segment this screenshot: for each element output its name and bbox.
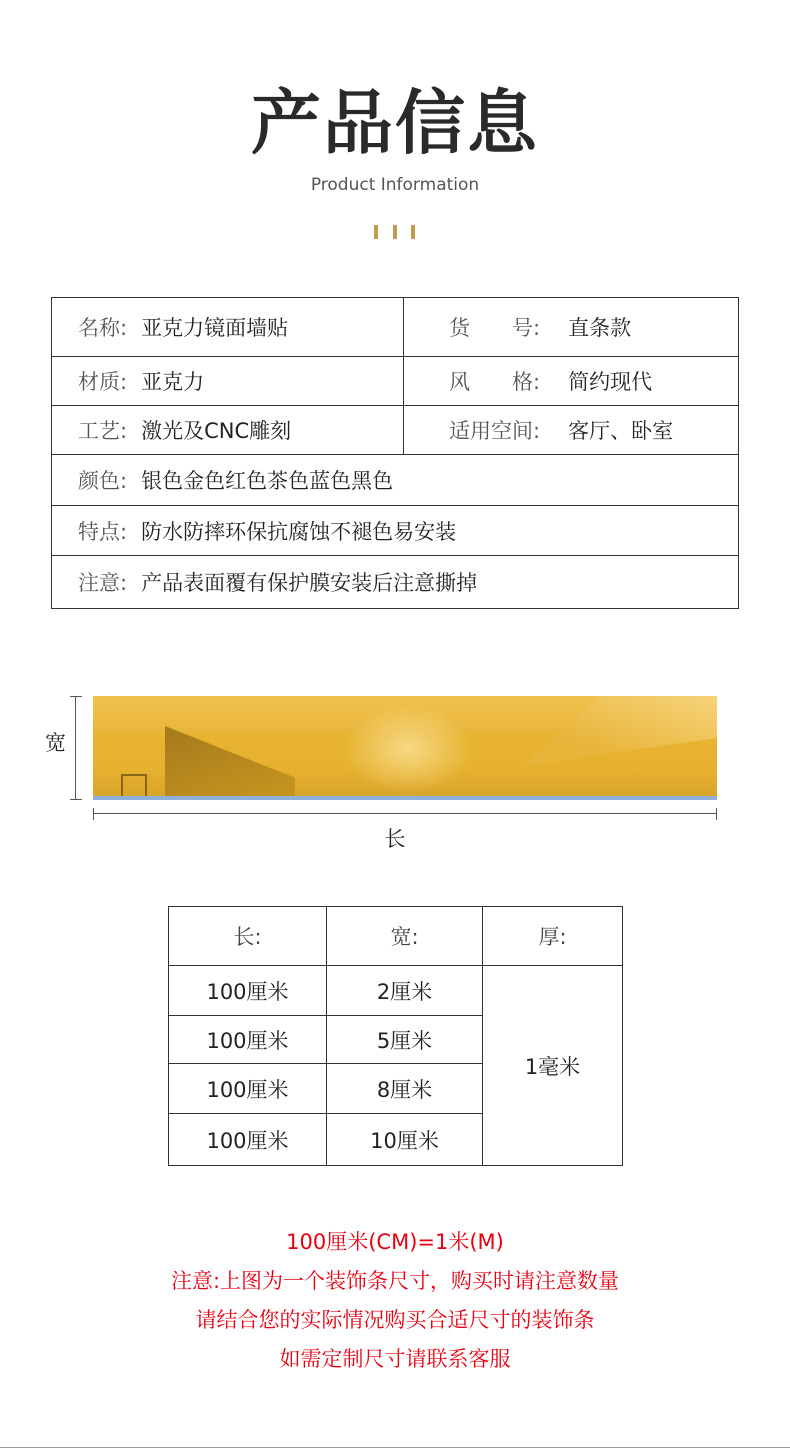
name-label: 名称: (78, 316, 128, 340)
width-cell: 2厘米 (376, 979, 433, 1004)
material-label: 材质: (78, 370, 128, 394)
item-no-value: 直条款 (568, 316, 632, 340)
decorative-marks (374, 225, 418, 239)
custom-size-note: 如需定制尺寸请联系客服 (279, 1347, 511, 1371)
width-cell: 10厘米 (370, 1128, 439, 1153)
bottom-divider (0, 1447, 790, 1448)
thickness-header: 厚: (538, 925, 567, 949)
width-header: 宽: (390, 925, 419, 949)
info-row (52, 506, 738, 556)
length-dimension-line (93, 808, 717, 820)
unit-conversion-note: 100厘米(CM)=1米(M) (286, 1230, 504, 1254)
material-value: 亚克力 (141, 370, 205, 394)
info-row (52, 298, 738, 357)
product-info-table (51, 297, 739, 609)
features-label: 特点: (78, 519, 128, 544)
notes-block (0, 1225, 790, 1381)
page-subtitle: Product Information (310, 175, 480, 195)
thickness-cell: 1毫米 (524, 1054, 581, 1079)
style-label: 风 格: (449, 370, 541, 394)
name-value: 亚克力镜面墙贴 (141, 316, 289, 340)
length-cell: 100厘米 (206, 1077, 289, 1102)
space-label: 适用空间: (449, 419, 541, 443)
length-cell: 100厘米 (206, 1128, 289, 1153)
craft-value: 激光及CNC雕刻 (141, 419, 292, 443)
divider (403, 406, 404, 455)
size-advice-note: 请结合您的实际情况购买合适尺寸的装饰条 (195, 1308, 595, 1332)
width-dimension-label: 宽 (45, 731, 66, 755)
info-row (52, 556, 738, 608)
width-dimension-line (70, 696, 82, 800)
notice-value: 产品表面覆有保护膜安装后注意撕掉 (141, 571, 478, 595)
accent-mark (411, 225, 415, 239)
features-value: 防水防摔环保抗腐蚀不褪色易安装 (141, 519, 457, 544)
divider (403, 298, 404, 357)
info-row (52, 455, 738, 506)
length-cell: 100厘米 (206, 1028, 289, 1053)
page-title: 产品信息 (251, 82, 539, 164)
item-no-label: 货 号: (449, 316, 541, 340)
accent-mark (393, 225, 397, 239)
info-row (52, 357, 738, 406)
length-dimension-label: 长 (384, 827, 406, 851)
quantity-note: 注意:上图为一个装饰条尺寸，购买时请注意数量 (170, 1269, 620, 1293)
style-value: 简约现代 (568, 370, 653, 394)
product-strip-image (93, 696, 717, 800)
divider (403, 357, 404, 406)
info-row (52, 406, 738, 455)
colors-label: 颜色: (78, 469, 128, 493)
length-header: 长: (233, 925, 262, 949)
width-cell: 8厘米 (376, 1077, 433, 1102)
colors-value: 银色金色红色茶色蓝色黑色 (141, 469, 394, 493)
notice-label: 注意: (78, 571, 128, 595)
space-value: 客厅、卧室 (568, 419, 674, 443)
length-cell: 100厘米 (206, 979, 289, 1004)
size-table (168, 906, 623, 1166)
width-cell: 5厘米 (376, 1028, 433, 1053)
craft-label: 工艺: (78, 419, 128, 443)
accent-mark (374, 225, 378, 239)
